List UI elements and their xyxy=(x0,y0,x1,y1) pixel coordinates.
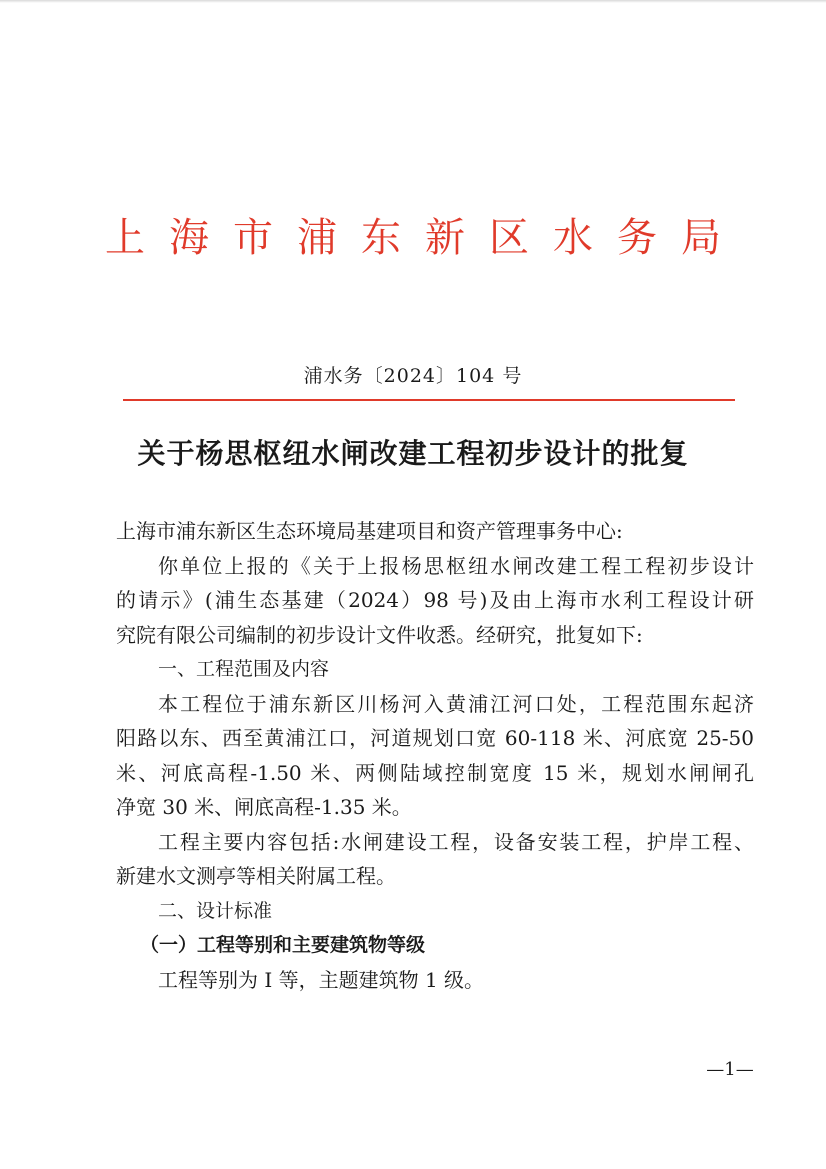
intro-line-3: 究院有限公司编制的初步设计文件收悉。经研究，批复如下: xyxy=(116,622,643,647)
intro-line-2: 的请示》(浦生态基建（2024）98 号)及由上海市水利工程设计研 xyxy=(116,588,754,612)
content-line-1: 工程主要内容包括:水闸建设工程，设备安装工程，护岸工程、 xyxy=(158,829,754,854)
scan-edge xyxy=(0,0,826,3)
content-line-2: 新建水文测亭等相关附属工程。 xyxy=(116,864,396,888)
document-number: 浦水务〔2024〕104 号 xyxy=(303,365,523,387)
scope-line-1: 本工程位于浦东新区川杨河入黄浦江河口处，工程范围东起济 xyxy=(158,691,754,716)
page-number: —1— xyxy=(706,1059,754,1080)
document-title: 关于杨思枢纽水闸改建工程初步设计的批复 xyxy=(137,437,689,470)
scope-line-3: 米、河底高程-1.50 米、两侧陆域控制宽度 15 米，规划水闸闸孔 xyxy=(116,760,754,785)
grade-text: 工程等别为 I 等，主题建筑物 1 级。 xyxy=(158,967,485,992)
section-heading-scope: 一、工程范围及内容 xyxy=(158,658,330,680)
red-divider-rule xyxy=(123,399,735,401)
scope-line-4: 净宽 30 米、闸底高程-1.35 米。 xyxy=(116,795,412,819)
agency-name: 上海市浦东新区水务局 xyxy=(105,215,745,261)
subsection-heading-grade: （一）工程等别和主要建筑物等级 xyxy=(140,934,426,956)
addressee: 上海市浦东新区生态环境局基建项目和资产管理事务中心: xyxy=(116,519,623,543)
section-heading-standards: 二、设计标准 xyxy=(158,899,273,922)
scope-line-2: 阳路以东、西至黄浦江口，河道规划口宽 60-118 米、河底宽 25-50 xyxy=(116,726,754,750)
intro-line-1: 你单位上报的《关于上报杨思枢纽水闸改建工程工程初步设计 xyxy=(158,553,754,578)
document-body xyxy=(116,514,754,997)
